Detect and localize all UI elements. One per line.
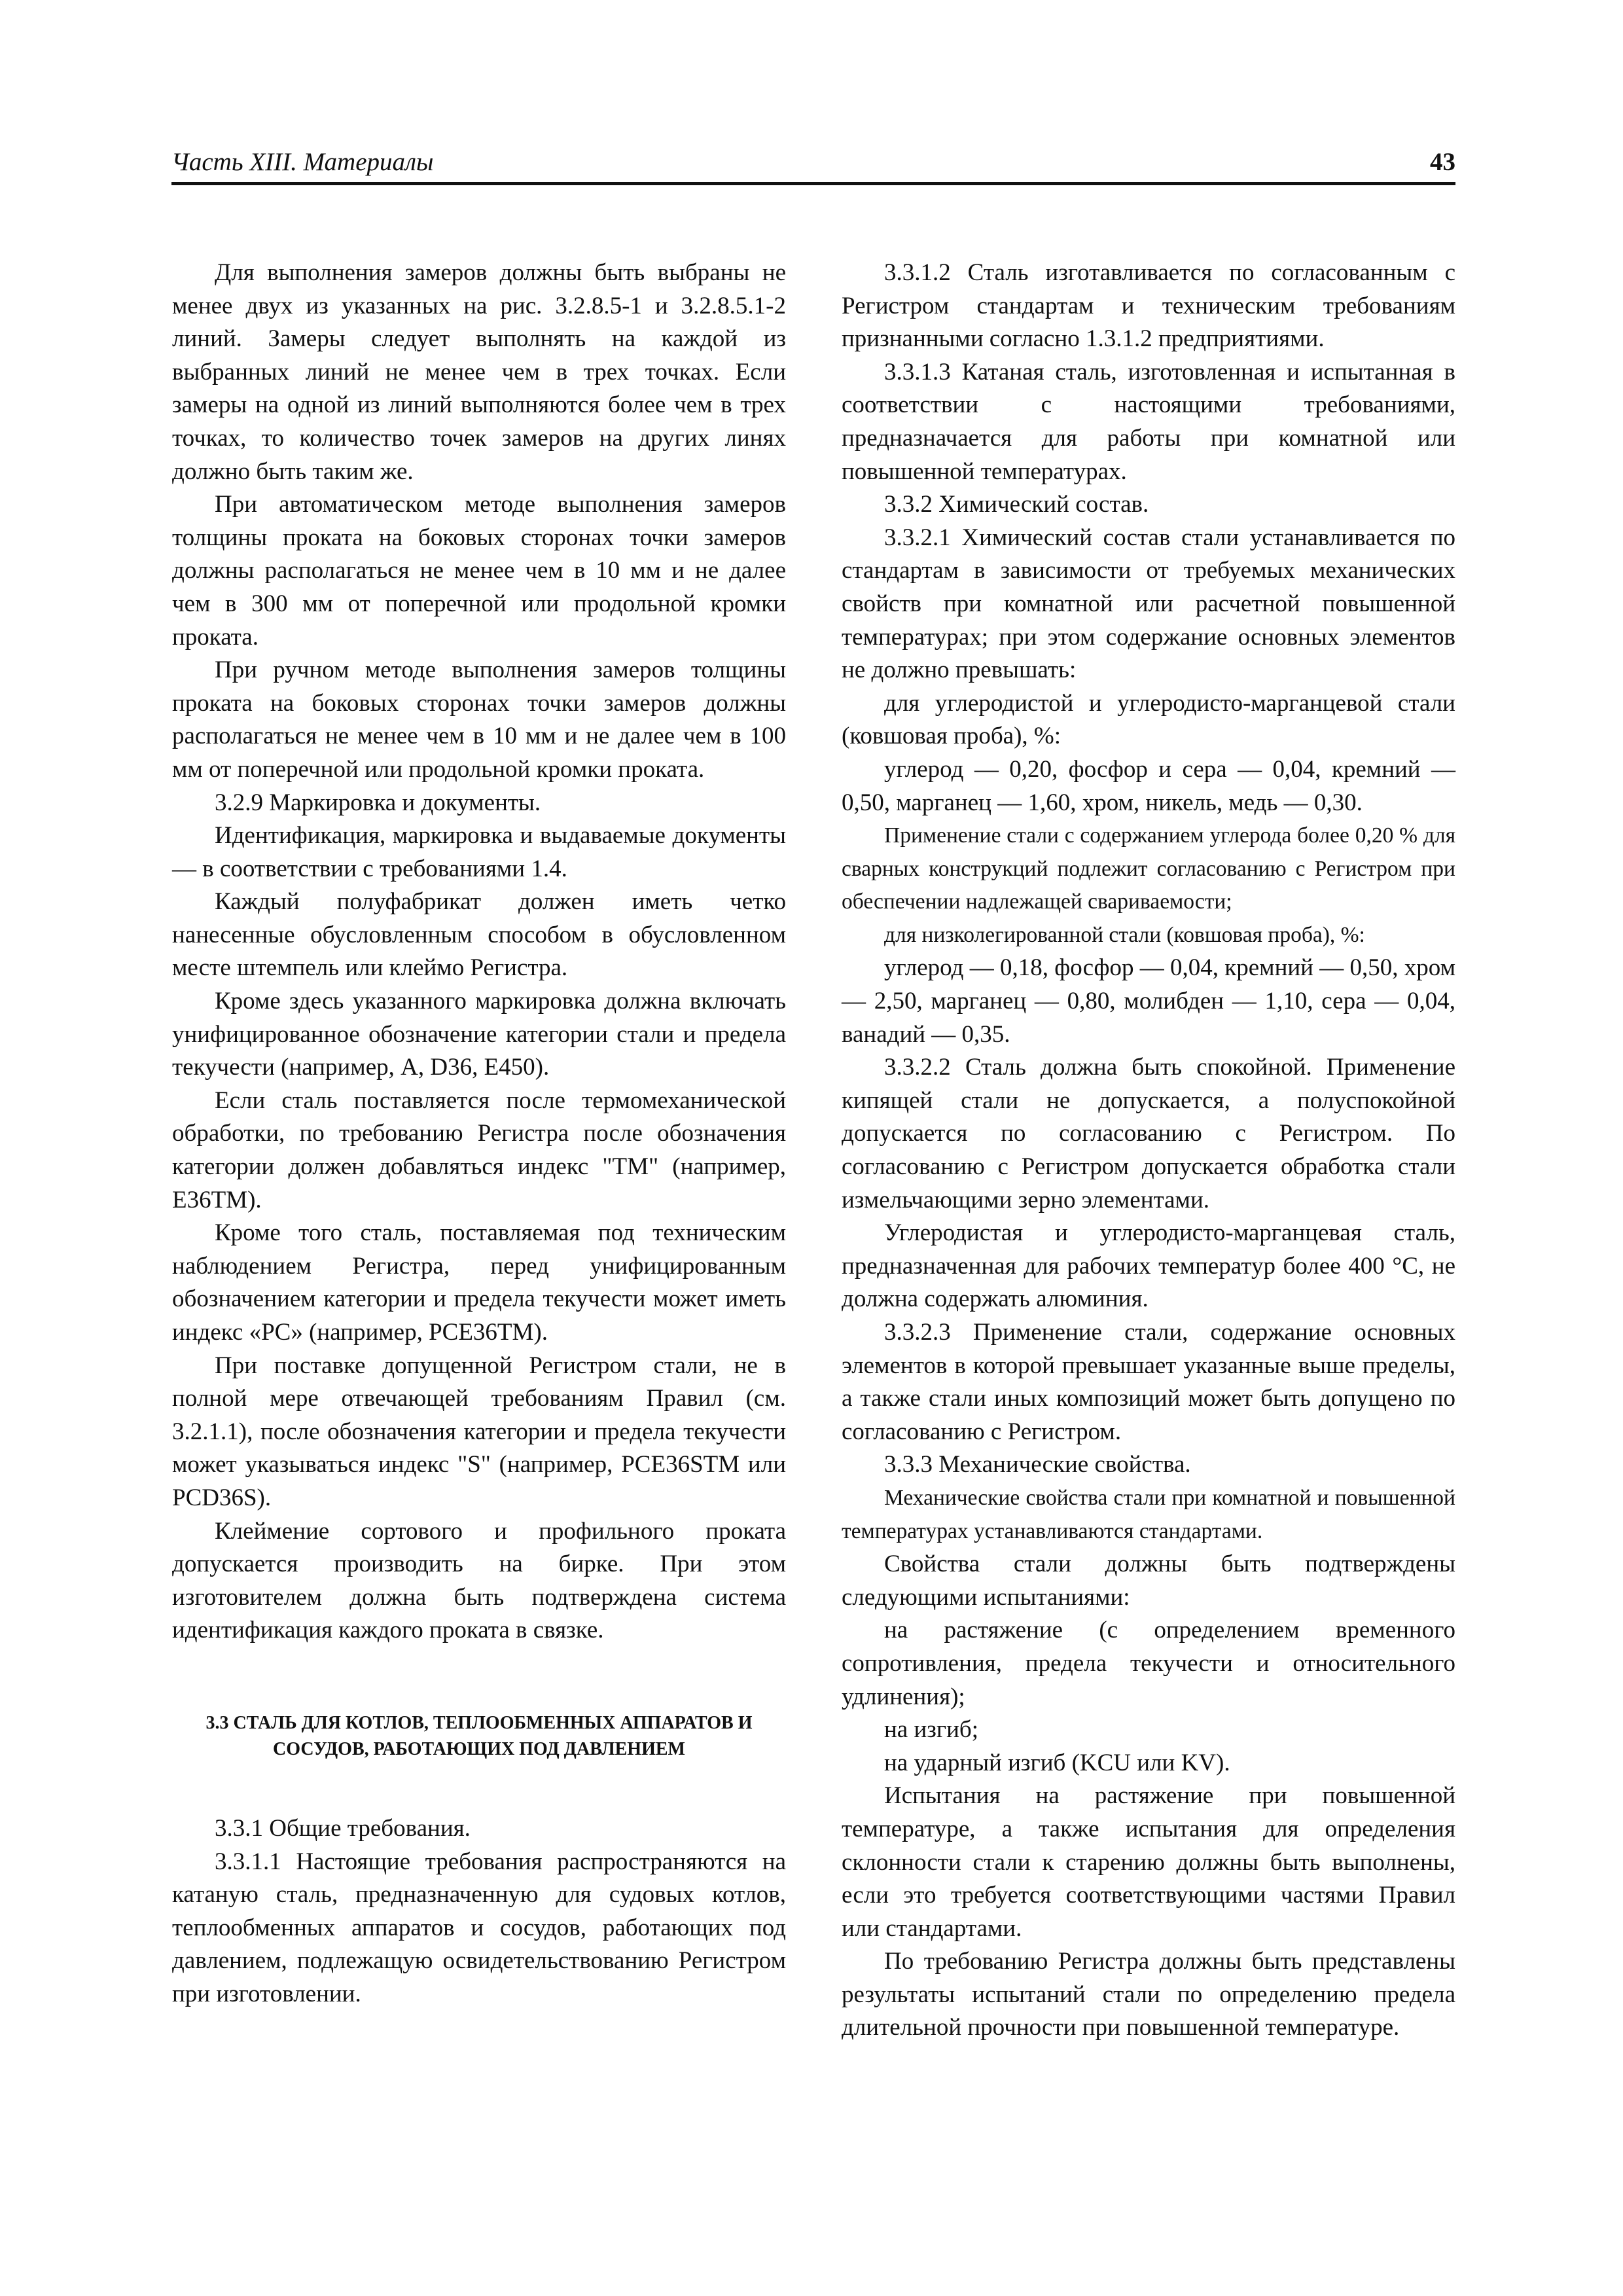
paragraph: Испытания на растяжение при повышенной температуре, а также испытания для определения склонности стали к старению должны быть выполнены, если это требуется соответствующими частями Правил или стандартами. bbox=[842, 1782, 1455, 1942]
paragraph: При поставке допущенной Регистром стали, не в полной мере отвечающей требованиям Правил (см. 3.2.1.1), после обозначения категории и предела текучести может указываться индекс "S" (например, PCE36STM или PCD36S). bbox=[172, 1352, 786, 1511]
paragraph: 3.3.2.2 Сталь должна быть спокойной. Применение кипящей стали не допускается, а полуспокойной допускается по согласованию с Регистром. По согласованию с Регистром допускается обработка стали измельчающими зерно элементами. bbox=[842, 1054, 1455, 1213]
paragraph: углерод — 0,18, фосфор — 0,04, кремний — 0,50, хром — 2,50, марганец — 0,80, молибден — 1,10, сера — 0,04, ванадий — 0,35. bbox=[842, 954, 1455, 1048]
paragraph: Углеродистая и углеродисто-марганцевая сталь, предназначенная для рабочих температур более 400 °C, не должна содержать алюминия. bbox=[842, 1219, 1455, 1313]
paragraph: 3.3.2.3 Применение стали, содержание основных элементов в которой превышает указанные выше пределы, а также стали иных композиций может быть допущено по согласованию с Регистром. bbox=[842, 1319, 1455, 1445]
paragraph: 3.3.1.2 Сталь изготавливается по согласованным с Регистром стандартам и техническим требованиям признанными согласно 1.3.1.2 предприятиями. bbox=[842, 259, 1455, 353]
paragraph: При автоматическом методе выполнения замеров толщины проката на боковых сторонах точки замеров должны располагаться не менее чем в 10 мм и не далее чем в 300 мм от поперечной или продольной кромки проката. bbox=[172, 491, 786, 651]
page-number: 43 bbox=[1430, 148, 1455, 176]
paragraph: По требованию Регистра должны быть представлены результаты испытаний стали по определению предела длительной прочности при повышенной температуре. bbox=[842, 1948, 1455, 2041]
paragraph: Идентификация, маркировка и выдаваемые документы — в соответствии с требованиями 1.4. bbox=[172, 822, 786, 882]
paragraph: 3.3.1.1 Настоящие требования распространяются на катаную сталь, предназначенную для судовых котлов, теплообменных аппаратов и сосудов, работающих под давлением, подлежащую освидетельствованию Регистром при изготовлении. bbox=[172, 1848, 786, 2007]
subsection-heading: 3.3.3 Механические свойства. bbox=[884, 1451, 1191, 1479]
subsection-heading: 3.2.9 Маркировка и документы. bbox=[215, 789, 541, 816]
paragraph: Кроме того сталь, поставляемая под техническим наблюдением Регистра, перед унифицированным обозначением категории и предела текучести может иметь индекс «PC» (например, PCE36TM). bbox=[172, 1219, 786, 1346]
paragraph: Для выполнения замеров должны быть выбраны не менее двух из указанных на рис. 3.2.8.5-1 и 3.2.8.5.1-2 линий. Замеры следует выполнять на каждой из выбранных линий не менее чем в трех точках. Если замеры на одной из линий выполняются более чем в трех точках, то количество точек замеров на других линях должно быть таким же. bbox=[172, 259, 786, 485]
paragraph: Применение стали с содержанием углерода более 0,20 % для сварных конструкций подлежит согласованию с Регистром при обеспечении надлежащей свариваемости; bbox=[842, 823, 1455, 914]
left-column bbox=[172, 257, 786, 2011]
right-column bbox=[842, 257, 1455, 2045]
paragraph: углерод — 0,20, фосфор и сера — 0,04, кремний — 0,50, марганец — 1,60, хром, никель, медь — 0,30. bbox=[842, 755, 1455, 816]
paragraph: для углеродистой и углеродисто-марганцевой стали (ковшовая проба), %: bbox=[842, 689, 1455, 750]
paragraph: 3.3.2.1 Химический состав стали устанавливается по стандартам в зависимости от требуемых механических свойств при комнатной или расчетной повышенной температурах; при этом содержание основных элементов не должно превышать: bbox=[842, 524, 1455, 684]
paragraph: для низколегированной стали (ковшовая проба), %: bbox=[884, 922, 1365, 947]
paragraph: на изгиб; bbox=[884, 1716, 978, 1744]
paragraph: на ударный изгиб (KCU или KV). bbox=[884, 1749, 1230, 1776]
paragraph: Клеймение сортового и профильного проката допускается производить на бирке. При этом изготовителем должна быть подтверждена система идентификация каждого проката в связке. bbox=[172, 1517, 786, 1644]
paragraph: на растяжение (с определением временного сопротивления, предела текучести и относительного удлинения); bbox=[842, 1617, 1455, 1710]
page-header bbox=[171, 143, 1455, 185]
paragraph: Свойства стали должны быть подтверждены следующими испытаниями: bbox=[842, 1551, 1455, 1611]
paragraph: При ручном методе выполнения замеров толщины проката на боковых сторонах точки замеров должны располагаться не менее чем в 10 мм и не далее чем в 100 мм от поперечной или продольной кромки проката. bbox=[172, 656, 786, 783]
subsection-heading: 3.3.2 Химический состав. bbox=[884, 491, 1149, 518]
paragraph: Механические свойства стали при комнатной и повышенной температурах устанавливаются стандартами. bbox=[842, 1485, 1455, 1543]
paragraph: Каждый полуфабрикат должен иметь четко нанесенные обусловленным способом в обусловленном месте штемпель или клеймо Регистра. bbox=[172, 888, 786, 982]
paragraph: Если сталь поставляется после термомеханической обработки, по требованию Регистра после обозначения категории должен добавляться индекс "TM" (например, E36TM). bbox=[172, 1086, 786, 1213]
running-title: Часть XIII. Материалы bbox=[171, 148, 434, 176]
paragraph: 3.3.1.3 Катаная сталь, изготовленная и испытанная в соответствии с настоящими требованиями, предназначается для работы при комнатной или повышенной температурах. bbox=[842, 358, 1455, 485]
section-heading: 3.3 СТАЛЬ ДЛЯ КОТЛОВ, ТЕПЛООБМЕННЫХ АППАРАТОВ И СОСУДОВ, РАБОТАЮЩИХ ПОД ДАВЛЕНИЕМ bbox=[205, 1712, 753, 1759]
paragraph: Кроме здесь указанного маркировка должна включать унифицированное обозначение категории стали и предела текучести (например, A, D36, E450). bbox=[172, 988, 786, 1081]
subsection-heading: 3.3.1 Общие требования. bbox=[215, 1814, 471, 1842]
